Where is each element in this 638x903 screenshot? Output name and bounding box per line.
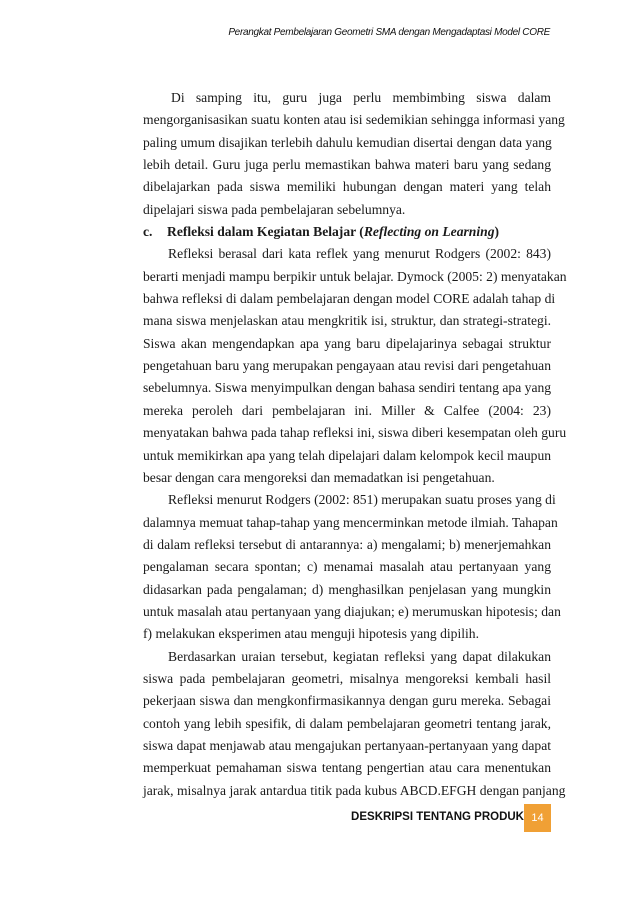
text-line: dibelajarkan pada siswa memiliki hubungan dengan materi yang telah: [143, 179, 551, 195]
text-line: Refleksi menurut Rodgers (2002: 851) merupakan suatu proses yang di: [168, 492, 556, 508]
text-line: di dalam refleksi tersebut di antarannya: a) mengalami; b) menerjemahkan: [143, 536, 551, 552]
text-line: jarak, misalnya jarak antardua titik pada kubus ABCD.EFGH dengan panjang: [143, 782, 566, 798]
text-line: Siswa akan mengendapkan apa yang baru dipelajarinya sebagai struktur: [143, 335, 551, 351]
text-line: contoh yang lebih spesifik, di dalam pembelajaran geometri tentang jarak,: [143, 715, 551, 731]
page-number-badge: 14: [524, 804, 551, 832]
section-title: Refleksi dalam Kegiatan Belajar (: [167, 224, 364, 240]
text-line: siswa pada pembelajaran geometri, misalnya mengoreksi kembali hasil: [143, 670, 551, 686]
text-line: f) melakukan eksperimen atau menguji hipotesis yang dipilih.: [143, 626, 479, 642]
footer-section-label: DESKRIPSI TENTANG PRODUK: [351, 811, 524, 823]
text-line: menyatakan bahwa pada tahap refleksi ini, siswa diberi kesempatan oleh guru: [143, 425, 567, 441]
text-line: pengetahuan baru yang merupakan pengayaan atau revisi dari pengetahuan: [143, 358, 551, 374]
text-line: Berdasarkan uraian tersebut, kegiatan refleksi yang dapat dilakukan: [168, 648, 551, 664]
text-line: untuk masalah atau pertanyaan yang diajukan; e) merumuskan hipotesis; dan: [143, 603, 561, 619]
text-line: mereka peroleh dari pembelajaran ini. Miller & Calfee (2004: 23): [143, 402, 551, 418]
text-line: dalamnya memuat tahap-tahap yang mencerminkan metode ilmiah. Tahapan: [143, 514, 558, 530]
text-line: mengorganisasikan suatu konten atau isi sedemikian sehingga informasi yang: [143, 112, 565, 128]
section-title-end: ): [494, 224, 500, 240]
paragraph-1: [143, 87, 565, 221]
section-number: c.: [143, 224, 153, 240]
text-line: bahwa refleksi di dalam pembelajaran dengan model CORE adalah tahap di: [143, 291, 556, 307]
text-line: berarti menjadi mampu berpikir untuk belajar. Dymock (2005: 2) menyatakan: [143, 268, 567, 284]
running-header: Perangkat Pembelajaran Geometri SMA dengan Mengadaptasi Model CORE: [228, 27, 550, 38]
text-line: dipelajari siswa pada pembelajaran sebelumnya.: [143, 201, 406, 217]
text-line: pekerjaan siswa dan mengkonfirmasikannya dengan guru mereka. Sebagai: [143, 693, 551, 709]
text-line: sebelumnya. Siswa menyimpulkan dengan bahasa sendiri tentang apa yang: [143, 380, 552, 396]
paragraph-2: [143, 243, 567, 489]
section-heading: [143, 221, 551, 243]
text-line: Di samping itu, guru juga perlu membimbing siswa dalam: [171, 90, 551, 105]
text-line: paling umum disajikan terlebih dahulu kemudian disertai dengan data yang: [143, 134, 552, 150]
text-line: pengalaman secara spontan; c) menamai masalah atau pertanyaan yang: [143, 559, 551, 575]
text-line: memperkuat pemahaman siswa tentang pengertian atau cara menentukan: [143, 760, 551, 776]
text-line: untuk memikirkan apa yang telah dipelajari dalam kelompok kecil maupun: [143, 447, 552, 463]
text-line: besar dengan cara mengoreksi dan memadatkan isi pengetahuan.: [143, 469, 495, 485]
text-line: siswa dapat menjawab atau mengajukan pertanyaan-pertanyaan yang dapat: [143, 737, 552, 753]
text-line: mana siswa menjelaskan atau mengkritik isi, struktur, dan strategi-strategi.: [143, 313, 551, 329]
document-body: [143, 87, 567, 802]
section-title-italic: Reflecting on Learning: [363, 224, 495, 240]
paragraph-3: [143, 489, 561, 645]
text-line: Refleksi berasal dari kata reflek yang menurut Rodgers (2002: 843): [168, 246, 551, 262]
paragraph-4: [143, 646, 566, 802]
text-line: didasarkan pada pengalaman; d) menghasilkan penjelasan yang mungkin: [143, 581, 551, 597]
text-line: lebih detail. Guru juga perlu memastikan bahwa materi baru yang sedang: [143, 157, 551, 173]
